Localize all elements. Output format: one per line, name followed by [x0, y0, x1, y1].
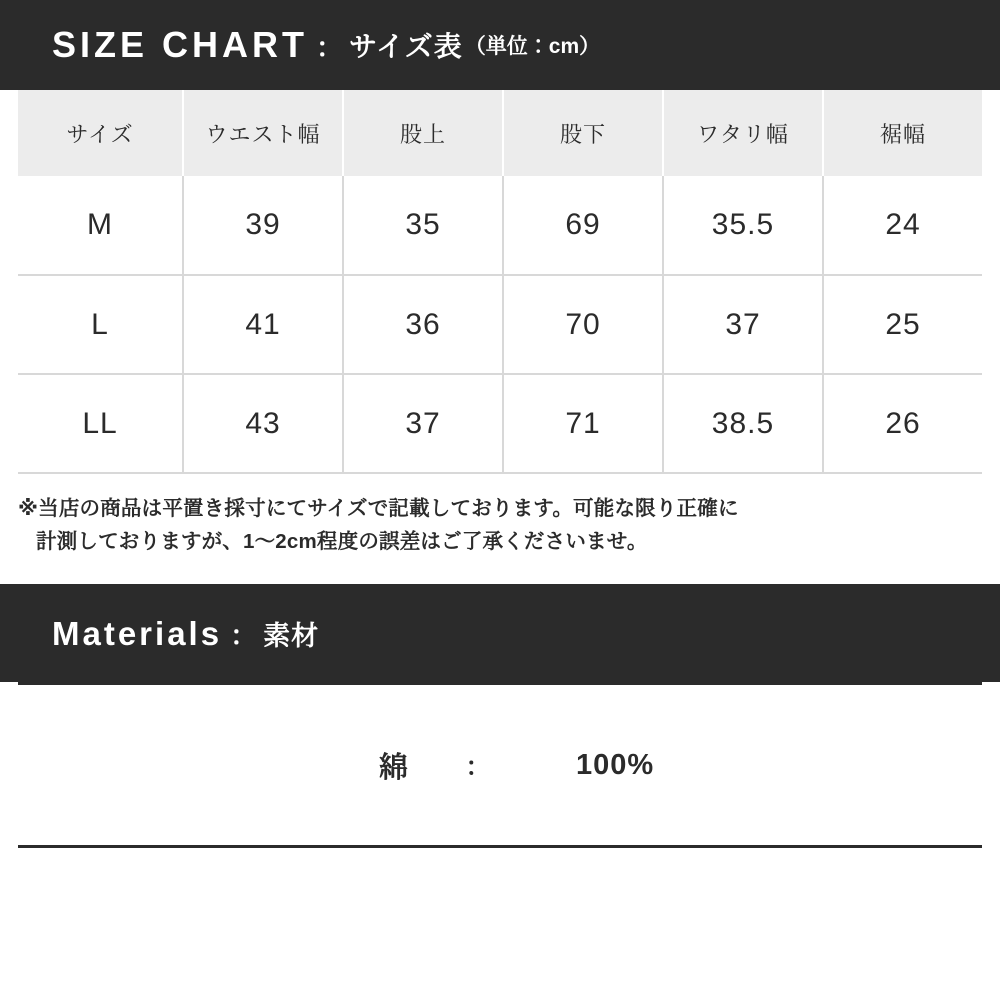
column-header-rise: 股上 [343, 90, 503, 176]
cell-m-waist: 39 [183, 176, 343, 275]
table-row [18, 176, 982, 275]
cell-m-hem: 24 [823, 176, 982, 275]
cell-l-hem: 25 [823, 275, 982, 374]
cell-l-rise: 36 [343, 275, 503, 374]
material-name: 綿 [378, 751, 410, 784]
size-chart-title-colon: ： [316, 32, 343, 63]
materials-title-colon: ： [230, 620, 258, 651]
column-header-inseam: 股下 [503, 90, 663, 176]
material-colon: ： [465, 753, 491, 782]
table-row [18, 275, 982, 374]
size-table-body [18, 176, 982, 473]
measurement-note [18, 492, 982, 558]
size-chart-title-en: SIZE CHART [52, 24, 308, 65]
cell-ll-rise: 37 [343, 374, 503, 473]
size-chart-title-jp: サイズ表 [349, 31, 463, 62]
cell-l-thigh: 37 [663, 275, 823, 374]
cell-m-inseam: 69 [503, 176, 663, 275]
cell-ll-waist: 43 [183, 374, 343, 473]
cell-size-ll: LL [18, 374, 183, 473]
column-header-size: サイズ [18, 90, 183, 176]
column-header-waist: ウエスト幅 [183, 90, 343, 176]
cell-size-m: M [18, 176, 183, 275]
cell-l-inseam: 70 [503, 275, 663, 374]
cell-size-l: L [18, 275, 183, 374]
materials-title-en: Materials [52, 614, 223, 652]
cell-m-rise: 35 [343, 176, 503, 275]
cell-ll-thigh: 38.5 [663, 374, 823, 473]
materials-rows [0, 685, 1000, 845]
cell-ll-hem: 26 [823, 374, 982, 473]
table-header-row [18, 90, 982, 176]
measurement-note-line-2: 計測しておりますが、1〜2cm程度の誤差はご了承くださいませ。 [36, 530, 648, 554]
size-table-head [18, 90, 982, 176]
material-value: 100% [576, 748, 655, 781]
column-header-hem: 裾幅 [823, 90, 982, 176]
materials-header-band [0, 584, 1000, 682]
cell-m-thigh: 35.5 [663, 176, 823, 275]
measurement-note-line-1: ※当店の商品は平置き採寸にてサイズで記載しております。可能な限り正確に [18, 497, 739, 520]
table-row [18, 374, 982, 473]
size-table [18, 90, 982, 474]
materials-bottom-rule [18, 845, 982, 848]
material-row [18, 685, 982, 845]
size-table-wrapper [0, 90, 1000, 474]
cell-ll-inseam: 71 [503, 374, 663, 473]
materials-title-jp: 素材 [263, 620, 320, 651]
size-chart-unit-label: （単位：cm） [464, 35, 601, 58]
size-chart-header-band [0, 0, 1000, 90]
column-header-thigh: ワタリ幅 [663, 90, 823, 176]
cell-l-waist: 41 [183, 275, 343, 374]
materials-body [0, 682, 1000, 848]
